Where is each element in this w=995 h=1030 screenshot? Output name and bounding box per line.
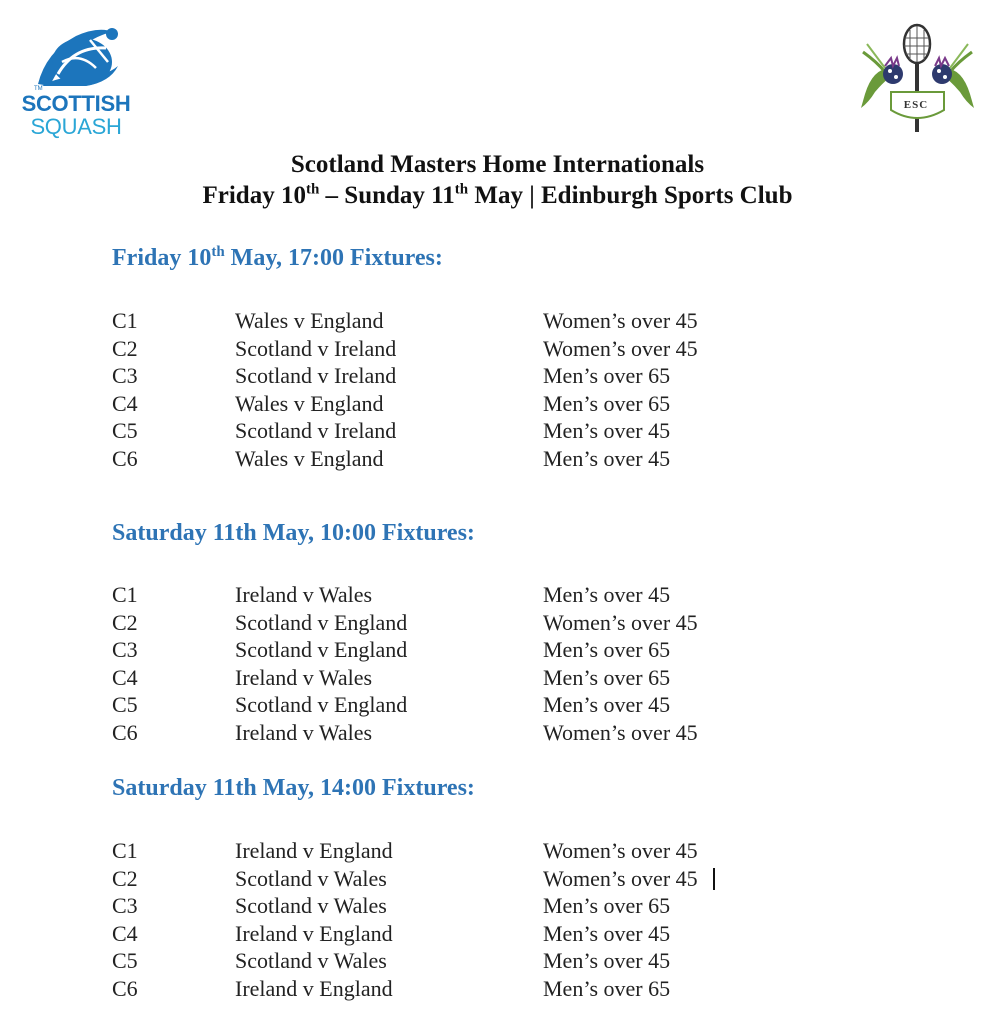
category: Men’s over 45 <box>543 582 671 607</box>
section-heading-friday: Friday 10th May, 17:00 Fixtures: <box>112 244 443 271</box>
court: C3 <box>112 637 138 662</box>
match: Ireland v Wales <box>235 719 373 745</box>
category: Women’s over 45 <box>543 865 698 891</box>
fixture-row <box>112 636 812 664</box>
fixture-row <box>112 609 812 637</box>
court: C4 <box>112 664 138 690</box>
court: C2 <box>112 609 138 635</box>
court: C3 <box>112 893 138 918</box>
fixture-row <box>112 920 812 948</box>
court: C1 <box>112 308 138 333</box>
match: Ireland v England <box>235 975 393 1001</box>
category: Men’s over 45 <box>543 445 671 471</box>
section-heading-saturday-morning: Saturday 11th May, 10:00 Fixtures: <box>112 520 475 546</box>
match: Scotland v England <box>235 692 408 717</box>
fixture-row <box>112 417 812 445</box>
fixture-row <box>112 837 812 865</box>
category: Men’s over 65 <box>543 664 671 690</box>
court: C2 <box>112 335 138 361</box>
match: Wales v England <box>235 445 384 471</box>
fixture-row <box>112 581 812 609</box>
match: Scotland v Ireland <box>235 363 397 388</box>
esc-crest-logo <box>855 22 980 138</box>
crest-letters: ESC <box>903 99 929 111</box>
category: Men’s over 45 <box>543 692 671 717</box>
fixture-row <box>112 335 812 363</box>
category: Men’s over 65 <box>543 893 671 918</box>
category: Women’s over 45 <box>543 308 698 333</box>
match: Scotland v Wales <box>235 948 387 973</box>
match: Scotland v Wales <box>235 893 387 918</box>
category: Men’s over 65 <box>543 975 671 1001</box>
fixture-row <box>112 975 812 1003</box>
match: Ireland v Wales <box>235 582 373 607</box>
court: C6 <box>112 975 138 1001</box>
fixture-row <box>112 719 812 747</box>
match: Scotland v England <box>235 609 408 635</box>
court: C5 <box>112 692 138 717</box>
match: Wales v England <box>235 390 384 416</box>
court: C1 <box>112 838 138 863</box>
fixture-list-saturday-morning <box>112 581 812 746</box>
scottish-squash-logo <box>20 22 132 138</box>
text-cursor <box>713 868 715 890</box>
court: C6 <box>112 719 138 745</box>
category: Women’s over 45 <box>543 838 698 863</box>
fixture-row <box>112 664 812 692</box>
logo-text-scottish: SCOTTISH <box>21 91 131 116</box>
category: Men’s over 65 <box>543 390 671 416</box>
fixture-list-friday <box>112 307 812 472</box>
match: Scotland v Ireland <box>235 418 397 443</box>
fixture-list-saturday-afternoon <box>112 837 812 1002</box>
category: Women’s over 45 <box>543 719 698 745</box>
category: Women’s over 45 <box>543 335 698 361</box>
fixture-row <box>112 947 812 975</box>
section-heading-saturday-afternoon: Saturday 11th May, 14:00 Fixtures: <box>112 775 475 801</box>
category: Men’s over 45 <box>543 418 671 443</box>
fixture-row <box>112 691 812 719</box>
court: C5 <box>112 418 138 443</box>
category: Men’s over 45 <box>543 920 671 946</box>
fixture-row <box>112 865 812 893</box>
match: Scotland v Ireland <box>235 335 397 361</box>
fixture-row <box>112 390 812 418</box>
tm-mark: TM <box>34 86 43 92</box>
court: C1 <box>112 582 138 607</box>
category: Women’s over 45 <box>543 609 698 635</box>
fixture-row <box>112 307 812 335</box>
fixture-row <box>112 362 812 390</box>
page-title: Scotland Masters Home Internationals <box>290 151 705 178</box>
court: C4 <box>112 920 138 946</box>
court: C3 <box>112 363 138 388</box>
court: C5 <box>112 948 138 973</box>
fixture-row <box>112 892 812 920</box>
squash-ball-icon <box>28 22 124 92</box>
category: Men’s over 45 <box>543 948 671 973</box>
fixture-row <box>112 445 812 473</box>
match: Wales v England <box>235 308 384 333</box>
match: Scotland v England <box>235 637 408 662</box>
category: Men’s over 65 <box>543 637 671 662</box>
match: Ireland v England <box>235 838 393 863</box>
logo-text-squash: SQUASH <box>30 114 122 139</box>
page-subtitle: Friday 10th – Sunday 11th May | Edinburgh Sports Club <box>202 181 793 209</box>
thistle-racket-crest-icon <box>855 22 980 138</box>
court: C4 <box>112 390 138 416</box>
court: C6 <box>112 445 138 471</box>
match: Ireland v Wales <box>235 664 373 690</box>
court: C2 <box>112 865 138 891</box>
match: Scotland v Wales <box>235 865 387 891</box>
match: Ireland v England <box>235 920 393 946</box>
category: Men’s over 65 <box>543 363 671 388</box>
